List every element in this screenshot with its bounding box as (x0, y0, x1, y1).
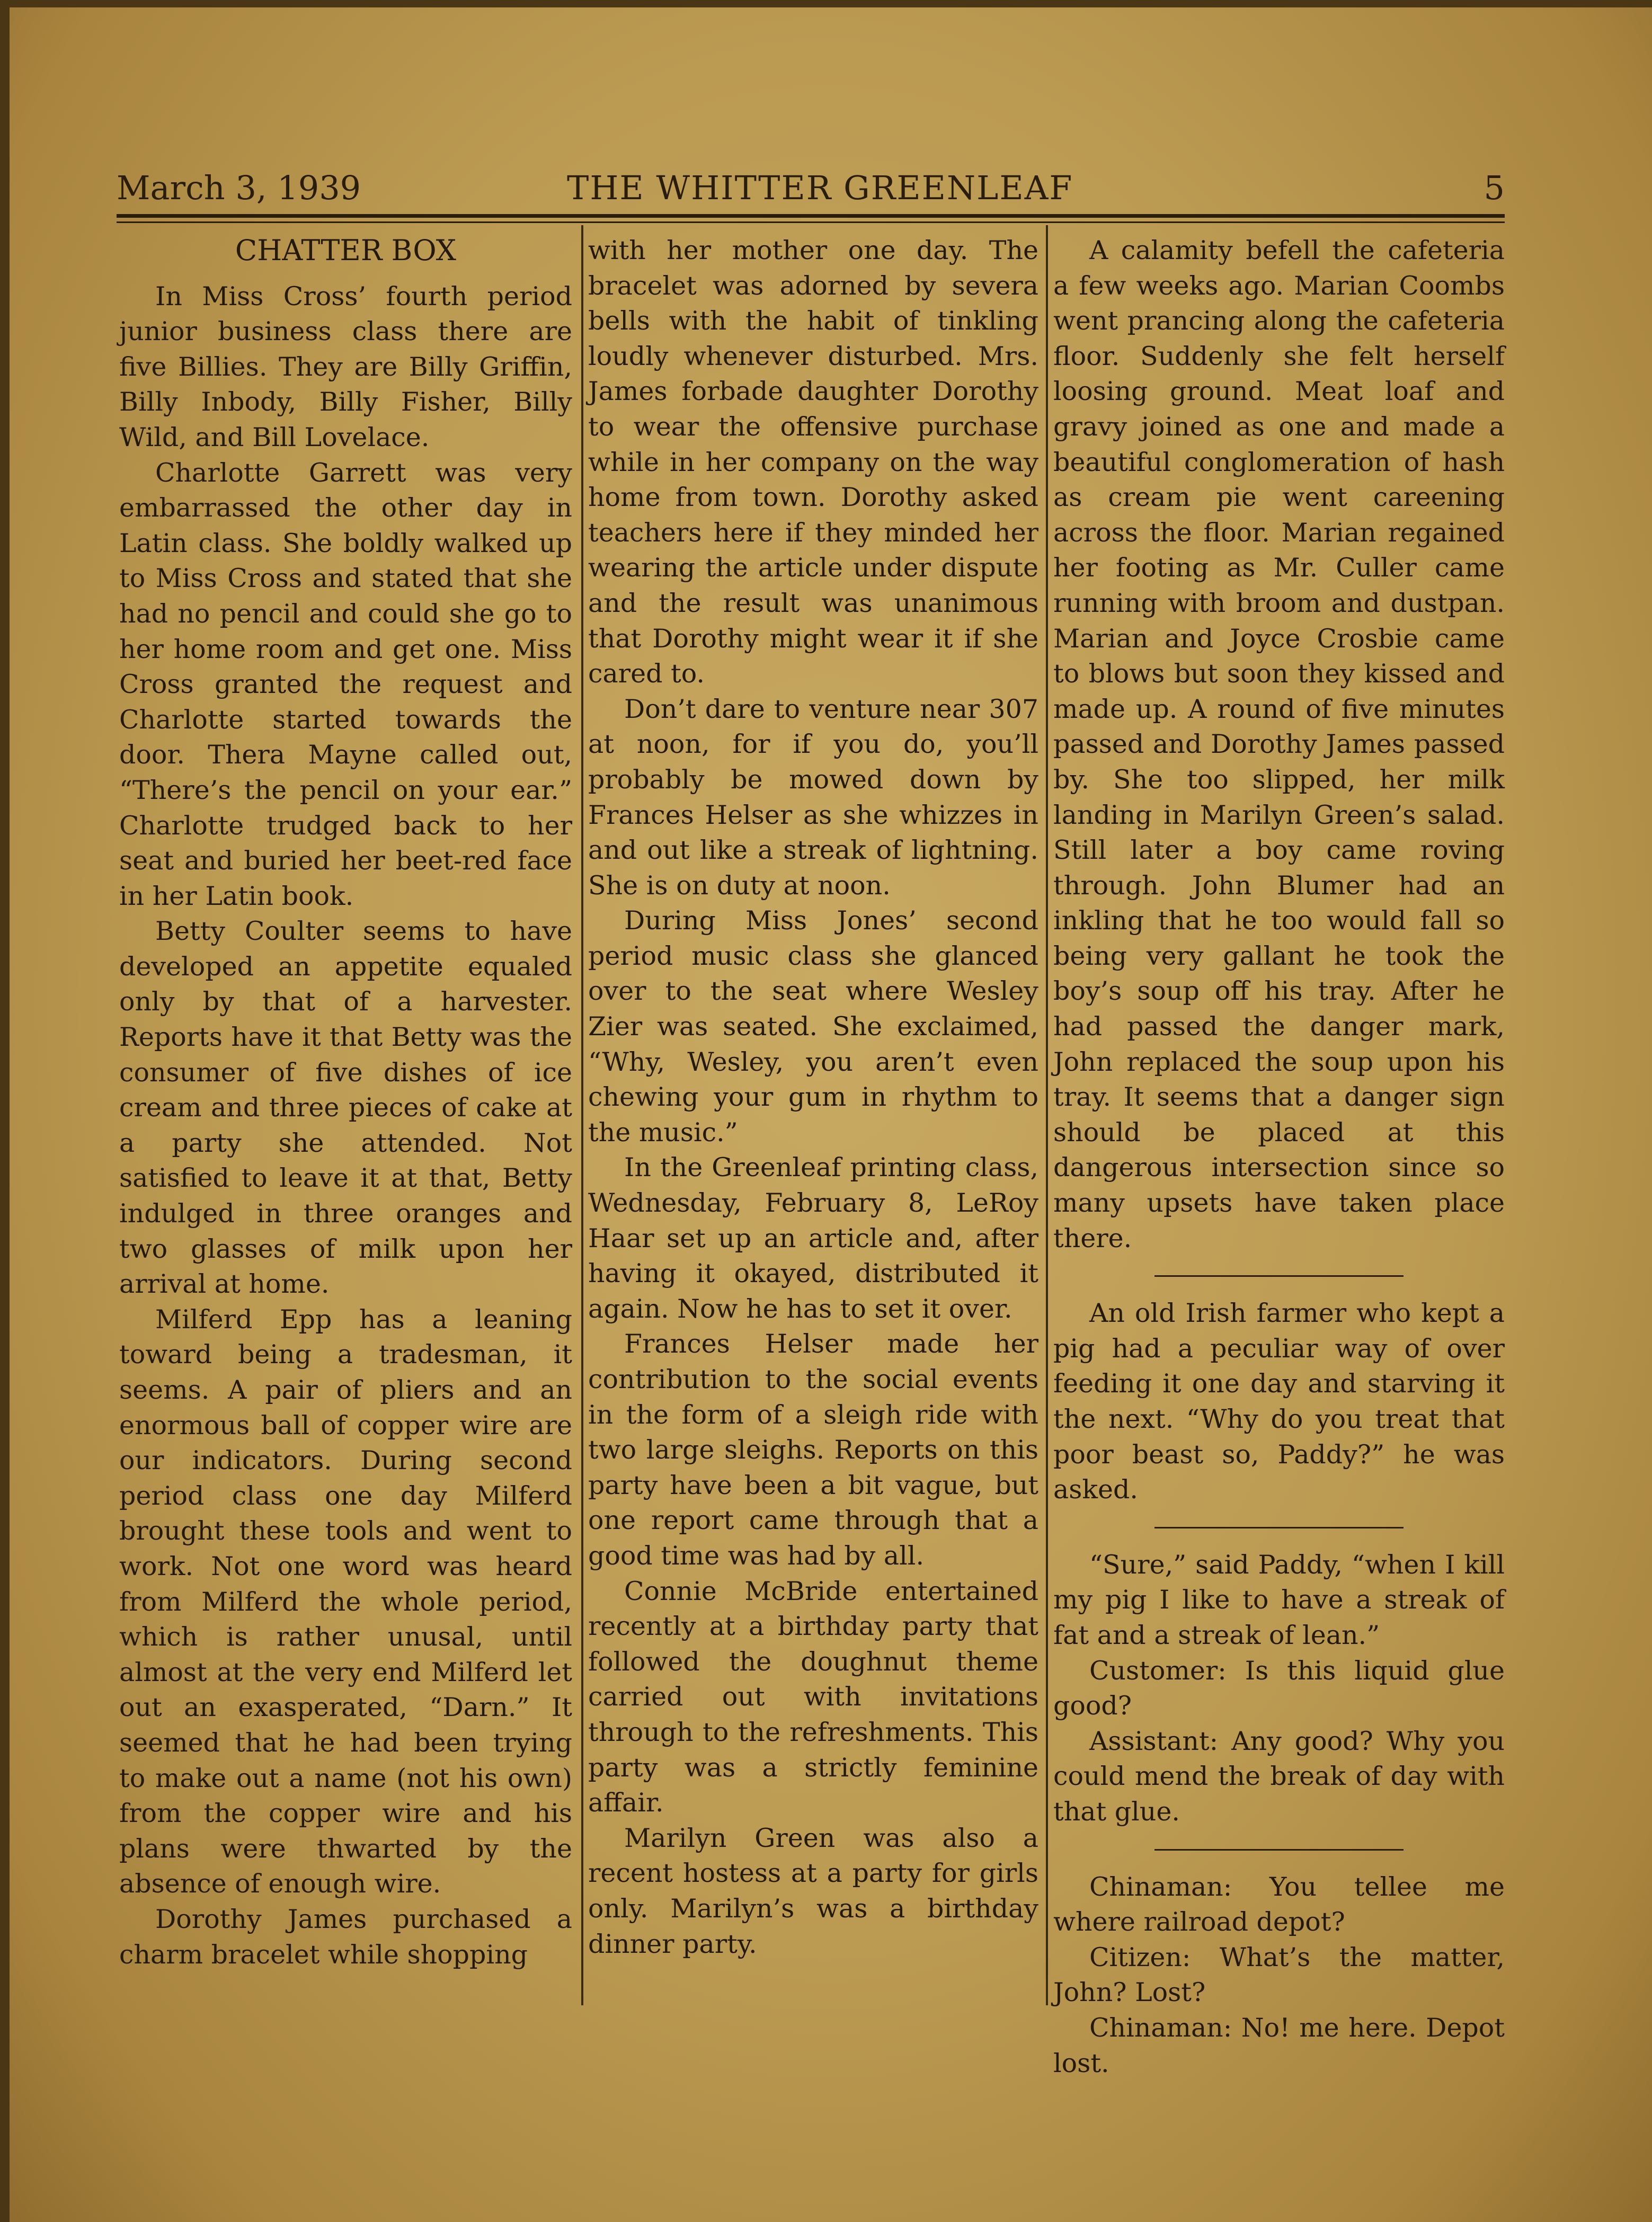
article-paragraph: Charlotte Garrett was very embarrassed the other day in Latin class. She boldly walked up to Miss Cross and stated that she had no pencil and could she go to her home room and get one. Miss Cross granted the request and Charlotte started towards the door. Thera Mayne called out, “There’s the pencil on your ear.” Charlotte trudged back to her seat and buried her beet-red face in her Latin book. (119, 457, 572, 911)
article-paragraph: Marilyn Green was also a recent hostess at a party for girls only. Marilyn’s was a birthday dinner party. (588, 1823, 1038, 1959)
section-heading: CHATTER BOX (235, 234, 457, 267)
page-number: 5 (1484, 168, 1505, 207)
scan-edge-top (0, 0, 1652, 7)
cafeteria-story: A calamity befell the cafeteria a few weeks ago. Marian Coombs went prancing along the cafeteria floor. Suddenly she felt herself loosing ground. Meat loaf and gravy joined as one and made a beautiful conglomeration of hash as cream pie went careening across the floor. Marian regained her footing as Mr. Culler came running with broom and dustpan. Marian and Joyce Crosbie came to blows but soon they kissed and made up. A round of five minutes passed and Dorothy James passed by. She too slipped, her milk landing in Marilyn Green’s salad. Still later a boy came roving through. John Blumer had an inkling that he too would fall so being very gallant he took the boy’s soup off his tray. After he had passed the danger mark, John replaced the soup upon his tray. It seems that a danger sign should be placed at this dangerous intersection since so many upsets have taken place there. (1053, 235, 1505, 1254)
article-paragraph: Dorothy James purchased a charm bracelet while shopping (119, 1904, 572, 1970)
article-paragraph: with her mother one day. The bracelet was adorned by severa bells with the habit of tinkling loudly whenever disturbed. Mrs. James forbade daughter Dorothy to wear the offensive purchase while in her company on the way home from town. Dorothy asked teachers here if they minded her wearing the article under dispute and the result was unanimous that Dorothy might wear it if she cared to. (588, 235, 1038, 689)
article-paragraph: In Miss Cross’ fourth period junior business class there are five Billies. They are Billy Griffin, Billy Inbody, Billy Fisher, Billy Wild, and Bill Lovelace. (119, 281, 572, 452)
issue-date: March 3, 1939 (117, 168, 361, 207)
scan-edge-left (0, 0, 10, 2222)
masthead-title: THE WHITTER GREENLEAF (567, 168, 1073, 207)
column-divider-1 (581, 225, 583, 2005)
column-divider-2 (1046, 225, 1048, 2005)
article-paragraph: Frances Helser made her contribution to the social events in the form of a sleigh ride with two large sleighs. Reports on this party have been a bit vague, but one report came through that a good time was had by all. (588, 1329, 1038, 1571)
article-paragraph: Don’t dare to venture near 307 at noon, for if you do, you’ll probably be mowed down by Frances Helser as she whizzes in and out like a streak of lightning. She is on duty at noon. (588, 694, 1038, 901)
joke-line: Customer: Is this liquid glue good? (1053, 1655, 1505, 1721)
article-paragraph: Milferd Epp has a leaning toward being a tradesman, it seems. A pair of pliers and an enormous ball of copper wire are our indicators. During second period class one day Milferd brought these tools and went to work. Not one word was heard from Milferd the whole period, which is rather unusal, until almost at the very end Milferd let out an exasperated, “Darn.” It seemed that he had been trying to make out a name (not his own) from the copper wire and his plans were thwarted by the absence of enough wire. (119, 1304, 572, 1899)
article-paragraph: Connie McBride entertained recently at a birthday party that followed the doughnut theme carried out with invitations through to the refreshments. This party was a strictly feminine affair. (588, 1576, 1038, 1818)
column-3 (1053, 233, 1505, 2081)
column-1 (119, 233, 572, 1972)
header-rule-thin (117, 221, 1505, 223)
section-separator (1154, 1275, 1404, 1277)
paddy-punchline: “Sure,” said Paddy, “when I kill my pig I like to have a streak of fat and a streak of lean.” (1053, 1549, 1505, 1650)
section-separator (1154, 1527, 1404, 1528)
section-separator (1154, 1849, 1404, 1851)
article-paragraph: During Miss Jones’ second period music class she glanced over to the seat where Wesley Zier was seated. She exclaimed, “Why, Wesley, you aren’t even chewing your gum in rhythm to the music.” (588, 905, 1038, 1148)
header-rule-thick (117, 214, 1505, 218)
article-paragraph: Betty Coulter seems to have developed an appetite equaled only by that of a harvester. Reports have it that Betty was the consumer of five dishes of ice cream and three pieces of cake at a party she attended. Not satisfied to leave it at that, Betty indulged in three oranges and two glasses of milk upon her arrival at home. (119, 916, 572, 1300)
column-2 (588, 233, 1038, 1962)
joke-line: Citizen: What’s the matter, John? Lost? (1053, 1942, 1505, 2008)
farmer-joke: An old Irish farmer who kept a pig had a peculiar way of over feeding it one day and starving it the next. “Why do you treat that poor beast so, Paddy?” he was asked. (1053, 1298, 1505, 1505)
joke-line: Chinaman: No! me here. Depot lost. (1053, 2012, 1505, 2078)
joke-line: Assistant: Any good? Why you could mend the break of day with that glue. (1053, 1726, 1505, 1827)
article-paragraph: In the Greenleaf printing class, Wednesday, February 8, LeRoy Haar set up an article and, after having it okayed, distributed it again. Now he has to set it over. (588, 1152, 1038, 1324)
joke-line: Chinaman: You tellee me where railroad depot? (1053, 1871, 1505, 1937)
page-header (117, 168, 1505, 211)
